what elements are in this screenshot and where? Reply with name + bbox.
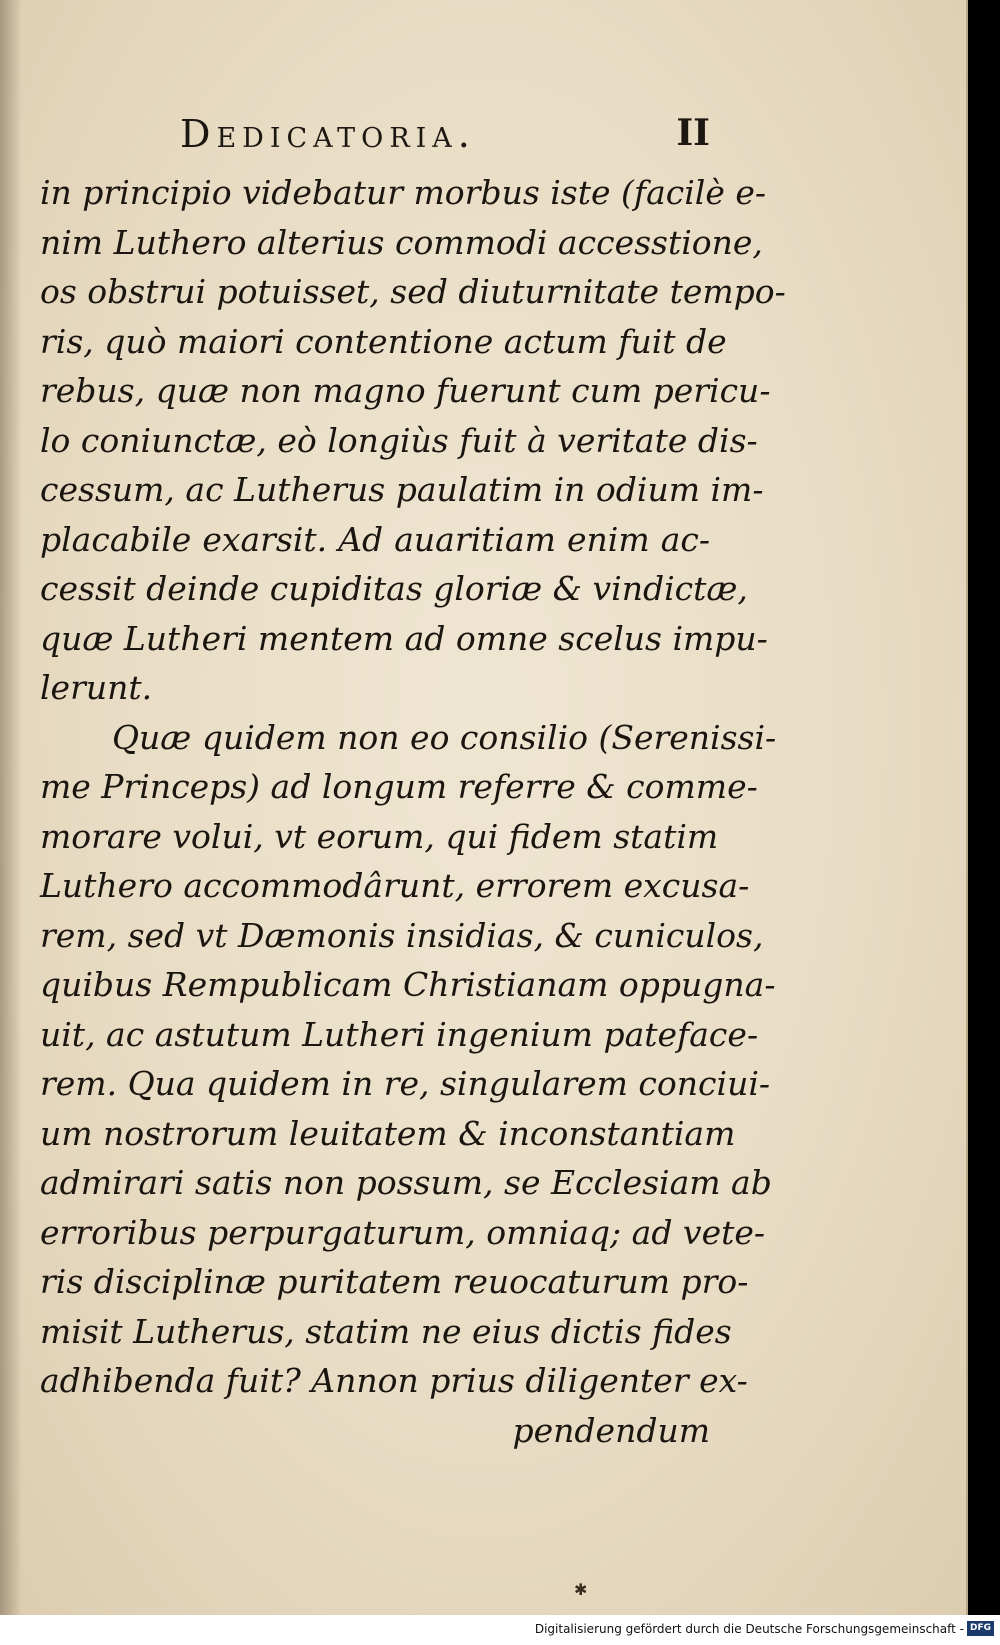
text-line: rem, sed vt Dæmonis insidias, & cuniculos, — [40, 915, 764, 955]
text-line: Luthero accommodârunt, errorem excusa- — [40, 866, 750, 905]
text-line: os obstrui potuisset, sed diuturnitate tempo- — [40, 272, 786, 311]
text-line: admirari satis non possum, se Ecclesiam ab — [40, 1163, 772, 1202]
text-line: nim Luthero alterius commodi accesstione, — [40, 222, 763, 262]
text-line: uit, ac astutum Lutheri ingenium pateface- — [40, 1014, 759, 1054]
running-header — [180, 112, 710, 162]
text-line: lerunt. — [40, 668, 153, 707]
text-line: ris disciplinæ puritatem reuocaturum pro- — [40, 1262, 749, 1301]
ornament-mark: ✱ — [574, 1580, 588, 1599]
text-line: um nostrorum leuitatem & inconstantiam — [40, 1113, 736, 1153]
header-title: Dedicatoria. — [180, 112, 476, 156]
paragraph-start-line: Quæ quidem non eo consilio (Serenissi- — [112, 717, 777, 757]
text-line: lo coniunctæ, eò longiùs fuit à veritate dis- — [40, 420, 758, 460]
text-line: adhibenda fuit? Annon prius diligenter ex- — [40, 1361, 748, 1400]
text-line: rebus, quæ non magno fuerunt cum pericu- — [40, 371, 771, 410]
text-line: quibus Rempublicam Christianam oppugna- — [40, 965, 776, 1004]
text-line: erroribus perpurgaturum, omniaq; ad vete- — [40, 1212, 766, 1252]
text-line: cessit deinde cupiditas gloriæ & vindictæ, — [40, 569, 748, 608]
text-line: rem. Qua quidem in re, singularem conciui- — [40, 1064, 771, 1103]
body-text — [40, 168, 786, 1455]
catchword: pendendum — [512, 1410, 710, 1450]
text-line: me Princeps) ad longum referre & comme- — [40, 767, 758, 806]
page-number: II — [676, 112, 710, 154]
digitization-footer — [0, 1615, 1000, 1645]
spine-shadow — [0, 0, 22, 1615]
text-line: in principio videbatur morbus iste (facilè e- — [40, 173, 767, 212]
text-line: morare volui, vt eorum, qui fidem statim — [40, 816, 719, 856]
text-line: misit Lutherus, statim ne eius dictis fides — [40, 1311, 732, 1351]
text-line: quæ Lutheri mentem ad omne scelus impu- — [40, 618, 768, 658]
text-line: ris, quò maiori contentione actum fuit de — [40, 321, 727, 361]
text-line: placabile exarsit. Ad auaritiam enim ac- — [40, 519, 710, 559]
footer-credit: Digitalisierung gefördert durch die Deutsche Forschungsgemeinschaft - — [534, 1622, 964, 1636]
dfg-logo: DFG — [967, 1621, 994, 1636]
text-line: cessum, ac Lutherus paulatim in odium im- — [40, 470, 764, 509]
